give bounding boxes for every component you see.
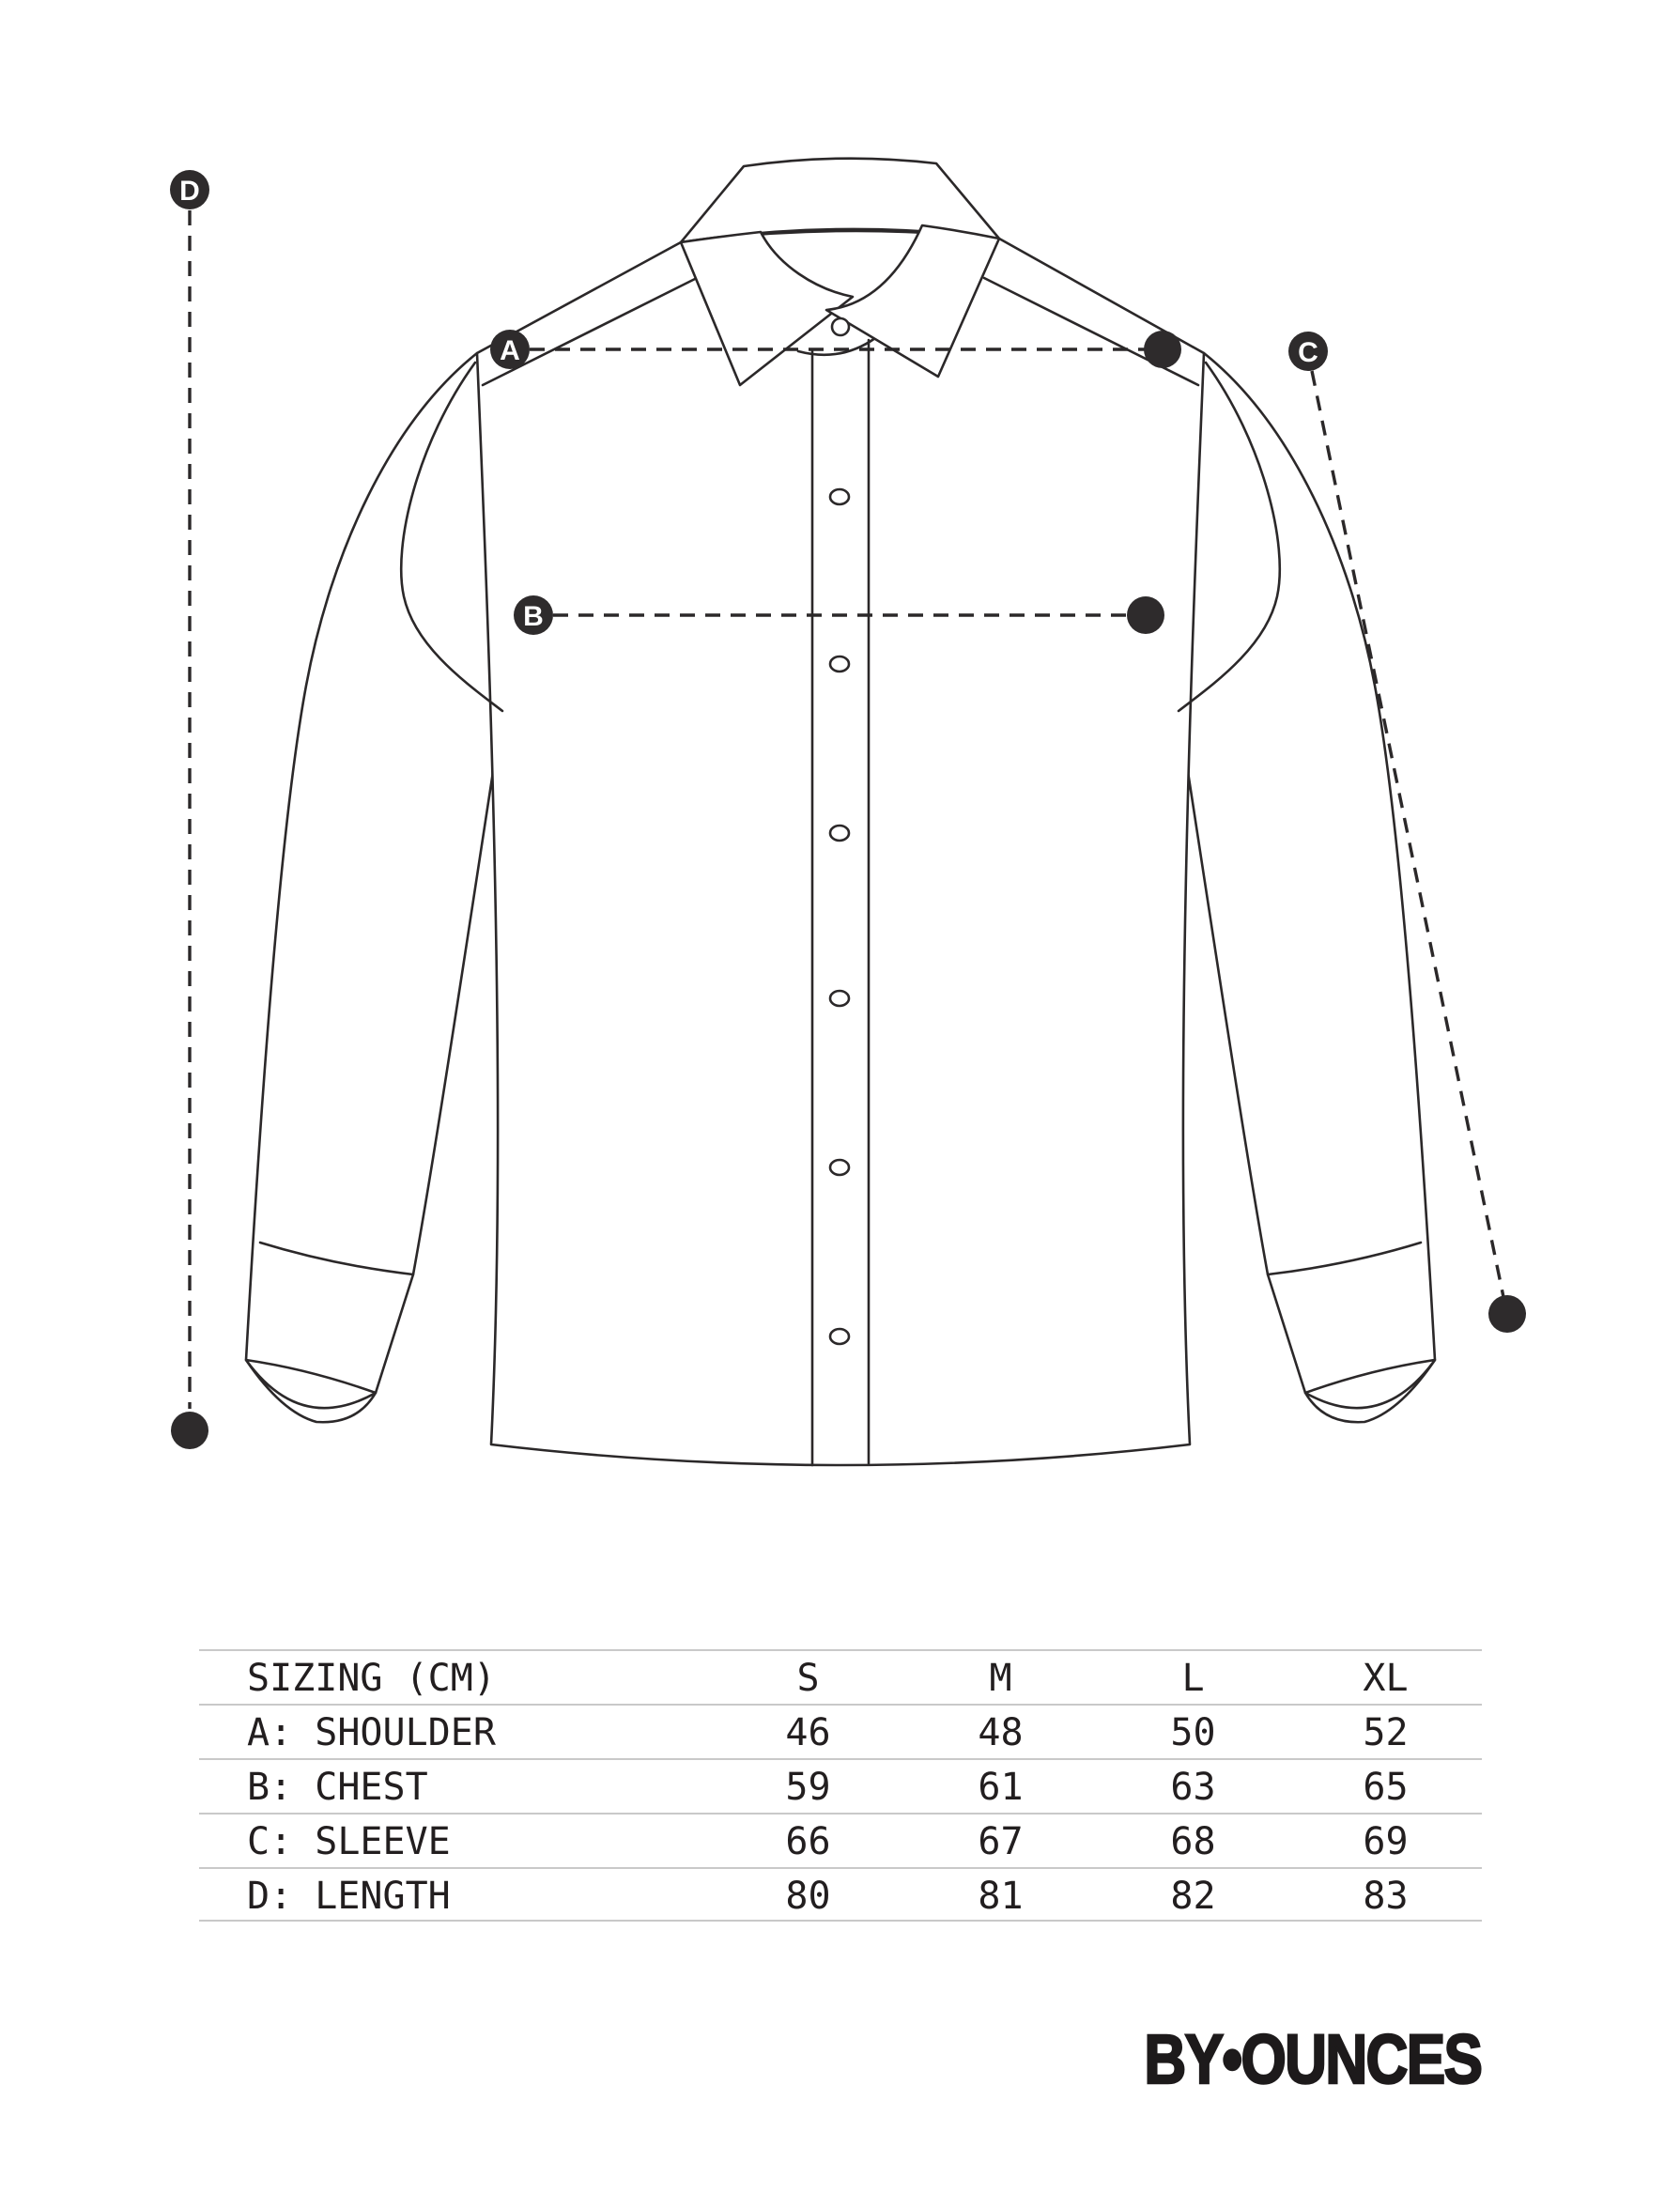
table-row — [199, 1758, 1482, 1813]
column-header-xl: XL — [1363, 1657, 1409, 1700]
table-row — [199, 1704, 1482, 1758]
marker-letter-B: B — [523, 601, 544, 632]
marker-letter-C: C — [1298, 337, 1318, 368]
measure-endpoint-A — [1144, 331, 1181, 368]
row-value: 68 — [1170, 1820, 1216, 1863]
row-value: 65 — [1363, 1766, 1409, 1809]
shirt-body — [477, 231, 1204, 1465]
row-value: 80 — [785, 1875, 831, 1918]
column-header-m: M — [989, 1657, 1012, 1700]
row-label: B: CHEST — [247, 1766, 428, 1809]
row-value: 61 — [978, 1766, 1024, 1809]
sizing-table-title: SIZING (CM) — [247, 1657, 496, 1700]
measure-endpoint-B — [1127, 596, 1164, 634]
marker-letter-A: A — [500, 335, 520, 366]
sizing-table-header-row — [199, 1649, 1482, 1704]
row-value: 50 — [1170, 1711, 1216, 1754]
sizing-table — [199, 1649, 1482, 1922]
table-row — [199, 1867, 1482, 1922]
left-sleeve — [246, 353, 502, 1422]
sizing-table-body — [199, 1704, 1482, 1922]
row-value: 59 — [785, 1766, 831, 1809]
row-value: 66 — [785, 1820, 831, 1863]
row-value: 67 — [978, 1820, 1024, 1863]
marker-letter-D: D — [179, 176, 200, 207]
row-value: 63 — [1170, 1766, 1216, 1809]
column-header-s: S — [796, 1657, 820, 1700]
row-value: 69 — [1363, 1820, 1409, 1863]
row-value: 82 — [1170, 1875, 1216, 1918]
row-label: C: SLEEVE — [247, 1820, 451, 1863]
table-row — [199, 1813, 1482, 1867]
row-value: 52 — [1363, 1711, 1409, 1754]
column-header-l: L — [1181, 1657, 1205, 1700]
measure-endpoint-C — [1488, 1295, 1526, 1333]
row-value: 48 — [978, 1711, 1024, 1754]
measure-endpoint-D — [171, 1412, 208, 1449]
row-value: 83 — [1363, 1875, 1409, 1918]
row-value: 46 — [785, 1711, 831, 1754]
row-value: 81 — [978, 1875, 1024, 1918]
collar-button — [832, 318, 849, 335]
right-sleeve — [1179, 353, 1435, 1422]
row-label: D: LENGTH — [247, 1875, 451, 1918]
row-label: A: SHOULDER — [247, 1711, 496, 1754]
measure-line-D — [170, 170, 209, 1449]
brand-logo: BY•OUNCES — [1144, 2020, 1481, 2098]
